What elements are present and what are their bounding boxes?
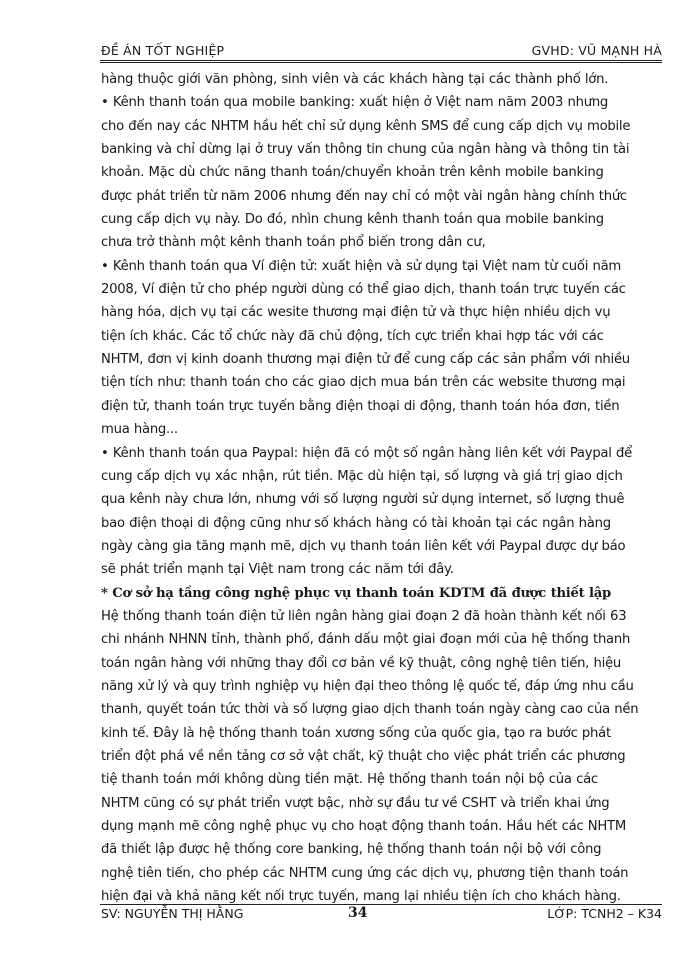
- text-line: cung cấp dịch vụ này. Do đó, nhìn chung kênh thanh toán qua mobile banking: [101, 212, 604, 228]
- text-line: năng xử lý và quy trình nghiệp vụ hiện đại theo thông lệ quốc tế, đáp ứng nhu cầu: [101, 678, 634, 694]
- page-footer: [101, 906, 662, 924]
- text-line: hàng thuộc giới văn phòng, sinh viên và các khách hàng tại các thành phố lớn.: [101, 72, 609, 87]
- page-number: 34: [348, 905, 368, 921]
- header-advisor: GVHD: VŨ MẠNH HÀ: [531, 43, 662, 58]
- text-line: điện tử, thanh toán trực tuyến bằng điện thoại di động, thanh toán hóa đơn, tiền: [101, 398, 620, 414]
- text-line: tiện ích khác. Các tổ chức này đã chủ động, tích cực triển khai hợp tác với các: [101, 328, 604, 344]
- header-title: ĐỀ ÁN TỐT NGHIỆP: [101, 43, 225, 58]
- text-line: sẽ phát triển mạnh tại Việt nam trong các năm tới đây.: [101, 562, 454, 578]
- text-line: triển đột phá về nền tảng cơ sở vật chất, kỹ thuật cho việc phát triển các phương: [101, 748, 626, 764]
- page-header: [101, 38, 662, 58]
- text-line: NHTM, đơn vị kinh doanh thương mại điện tử để cung cấp các sản phẩm với nhiều: [101, 352, 630, 368]
- text-line: thanh, quyết toán tức thời và số lượng giao dịch thanh toán ngày càng cao của nền: [101, 702, 639, 718]
- text-line: chưa trở thành một kênh thanh toán phổ biến trong dân cư,: [101, 235, 486, 251]
- text-line: tiệ thanh toán mới không dùng tiền mặt. Hệ thống thanh toán nội bộ của các: [101, 772, 598, 788]
- text-line: cho đến nay các NHTM hầu hết chỉ sử dụng kênh SMS để cung cấp dịch vụ mobile: [101, 118, 631, 134]
- footer-class: LỚP: TCNH2 – K34: [547, 906, 662, 921]
- footer-student: SV: NGUYỄN THỊ HẰNG: [101, 906, 244, 921]
- text-line: 2008, Ví điện tử cho phép người dùng có thể giao dịch, thanh toán trực tuyến các: [101, 282, 626, 298]
- text-line: bao điện thoại di động cũng như số khách hàng có tài khoản tại các ngân hàng: [101, 515, 611, 531]
- text-line: NHTM cũng có sự phát triển vượt bậc, nhờ sự đầu tư về CSHT và triển khai ứng: [101, 795, 610, 811]
- section-heading: [101, 582, 660, 605]
- text-line: toán ngân hàng với những thay đổi cơ bản về kỹ thuật, công nghệ tiên tiến, hiệu: [101, 655, 621, 671]
- text-line: cung cấp dịch vụ xác nhận, rút tiền. Mặc dù hiện tại, số lượng và giá trị giao dịch: [101, 468, 623, 484]
- text-line: • Kênh thanh toán qua Paypal: hiện đã có một số ngân hàng liên kết với Paypal để: [101, 445, 633, 461]
- text-line: dụng mạnh mẽ công nghệ phục vụ cho hoạt động thanh toán. Hầu hết các NHTM: [101, 819, 626, 834]
- text-line: được phát triển từ năm 2006 nhưng đến nay chỉ có một vài ngân hàng chính thức: [101, 188, 627, 204]
- paragraph-paypal: [101, 442, 660, 582]
- paragraph-intro: [101, 68, 660, 91]
- text-line: chi nhánh NHNN tỉnh, thành phố, đánh dấu một giai đoạn mới của hệ thống thanh: [101, 632, 631, 648]
- paragraph-infrastructure: [101, 605, 660, 908]
- text-line: tiện tích như: thanh toán cho các giao dịch mua bán trên các website thương mại: [101, 375, 626, 391]
- text-line: ngày càng gia tăng mạnh mẽ, dịch vụ thanh toán liên kết với Paypal được dự báo: [101, 538, 626, 554]
- paragraph-e-wallet: [101, 255, 660, 442]
- text-line: banking và chỉ dừng lại ở truy vấn thông tin chung của ngân hàng và thông tin tài: [101, 142, 630, 158]
- text-line: hàng hóa, dịch vụ tại các wesite thương mại điện tử và thực hiện nhiều dịch vụ: [101, 305, 611, 321]
- heading-text: * Cơ sở hạ tầng công nghệ phục vụ thanh toán KDTM đã được thiết lập: [101, 585, 611, 601]
- text-line: khoản. Mặc dù chức năng thanh toán/chuyển khoản trên kênh mobile banking: [101, 165, 604, 181]
- text-line: mua hàng...: [101, 422, 178, 438]
- text-line: nghệ tiên tiến, cho phép các NHTM cung ứng các dịch vụ, phương tiện thanh toán: [101, 865, 629, 881]
- text-line: • Kênh thanh toán qua mobile banking: xuất hiện ở Việt nam năm 2003 nhưng: [101, 95, 609, 111]
- text-line: đã thiết lập được hệ thống core banking, hệ thống thanh toán nội bộ với công: [101, 842, 602, 858]
- document-body: [101, 68, 660, 908]
- text-line: kinh tế. Đây là hệ thống thanh toán xương sống của quốc gia, tạo ra bước phát: [101, 725, 611, 741]
- text-line: • Kênh thanh toán qua Ví điện tử: xuất hiện và sử dụng tại Việt nam từ cuối năm: [101, 258, 621, 274]
- footer-rule: [100, 904, 662, 905]
- paragraph-mobile-banking: [101, 91, 660, 254]
- text-line: hiện đại và khả năng kết nối trực tuyến, mang lại nhiều tiện ích cho khách hàng.: [101, 889, 621, 905]
- text-line: Hệ thống thanh toán điện tử liên ngân hàng giai đoạn 2 đã hoàn thành kết nối 63: [101, 608, 627, 624]
- header-double-rule: [100, 60, 662, 63]
- text-line: qua kênh này chưa lớn, nhưng với số lượng người sử dụng internet, số lượng thuê: [101, 492, 625, 508]
